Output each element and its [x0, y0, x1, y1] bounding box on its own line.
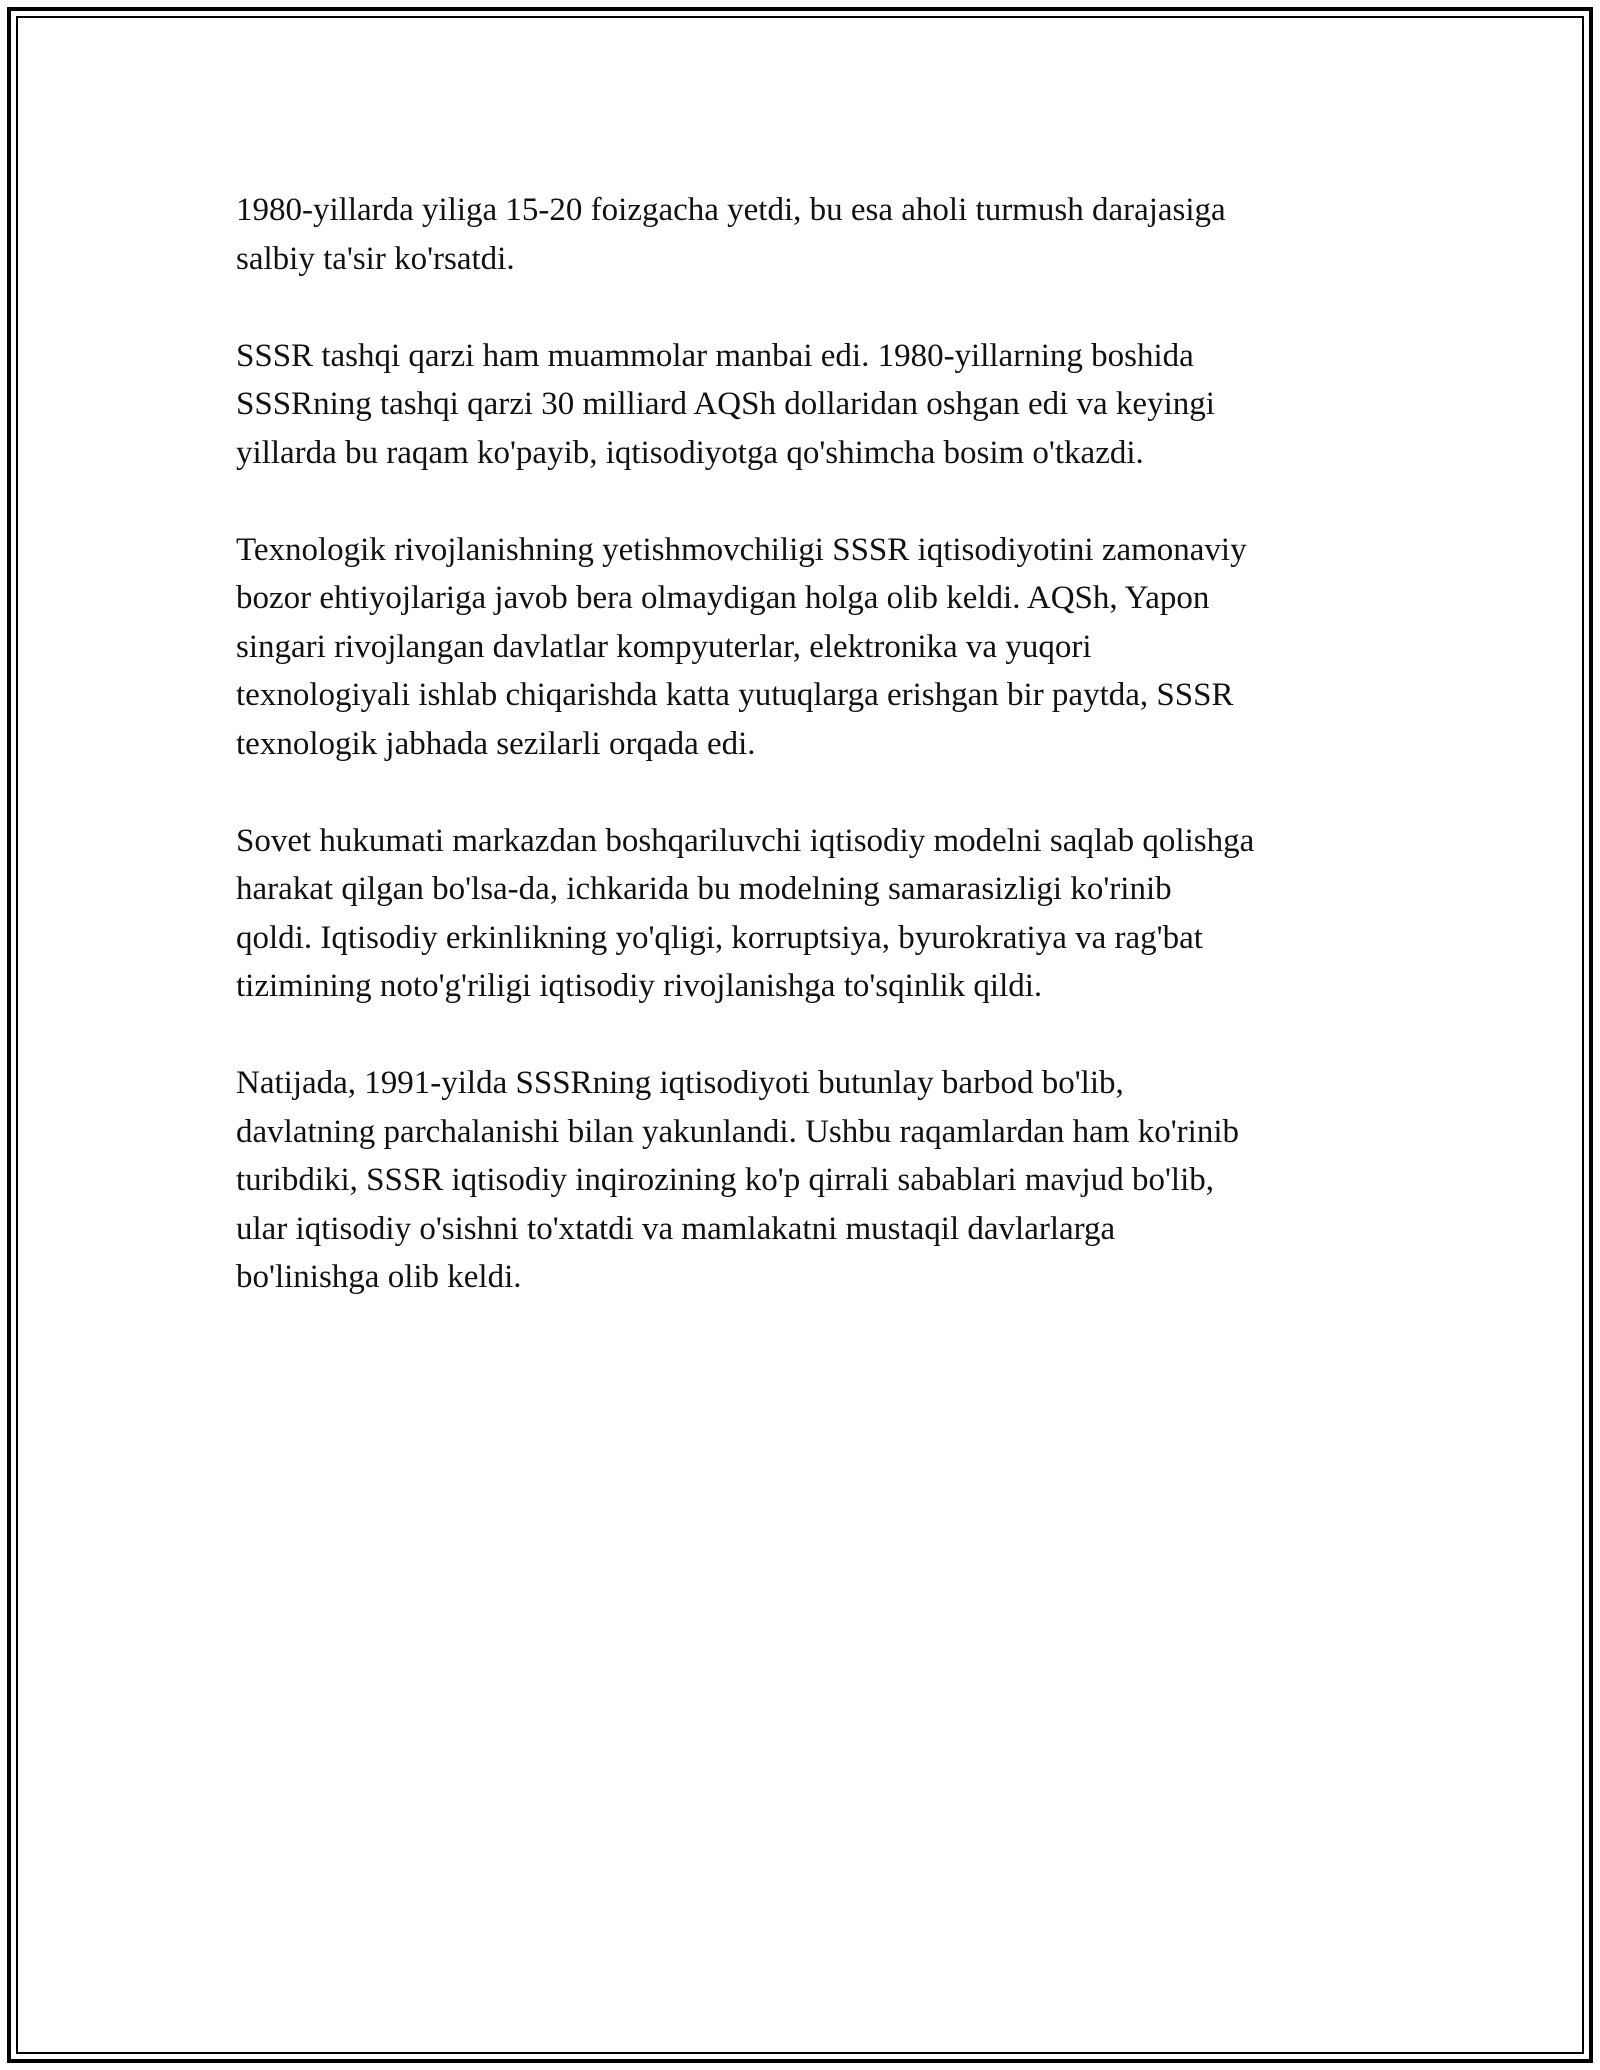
paragraph-technology: Texnologik rivojlanishning yetishmovchiligi SSSR iqtisodiyotini zamonaviy bozor ehtiyojlariga javob bera olmaydigan holga olib keldi. AQSh, Yapon singari rivojlangan davlatlar kompyuterlar, elektronika va yuqori texnologiyali ishlab chiqarishda katta yutuqlarga erishgan bir paytda, SSSR texnologik jabhada sezilarli orqada edi.: [236, 531, 1247, 762]
paragraph-conclusion: Natijada, 1991-yilda SSSRning iqtisodiyoti butunlay barbod bo'lib, davlatning parchalanishi bilan yakunlandi. Ushbu raqamlardan ham ko'rinib turibdiki, SSSR iqtisodiy inqirozining ko'p qirrali sabablari mavjud bo'lib, ular iqtisodiy o'sishni to'xtatdi va mamlakatni mustaqil davlarlarga bo'linishga olib keldi.: [236, 1065, 1240, 1295]
paragraph-inflation: 1980-yillarda yiliga 15-20 foizgacha yetdi, bu esa aholi turmush darajasiga salbiy ta'sir ko'rsatdi.: [236, 192, 1226, 277]
paragraph-external-debt: SSSR tashqi qarzi ham muammolar manbai edi. 1980-yillarning boshida SSSRning tashqi qarzi 30 milliard AQSh dollaridan oshgan edi va keyingi yillarda bu raqam ko'payib, iqtisodiyotga qo'shimcha bosim o'tkazdi.: [236, 337, 1215, 471]
paragraph-central-planning: Sovet hukumati markazdan boshqariluvchi iqtisodiy modelni saqlab qolishga harakat qilgan bo'lsa-da, ichkarida bu modelning samarasizligi ko'rinib qoldi. Iqtisodiy erkinlikning yo'qligi, korruptsiya, byurokratiya va rag'bat tizimining noto'g'riligi iqtisodiy rivojlanishga to'sqinlik qildi.: [236, 822, 1255, 1004]
document-body: [236, 186, 1386, 1350]
